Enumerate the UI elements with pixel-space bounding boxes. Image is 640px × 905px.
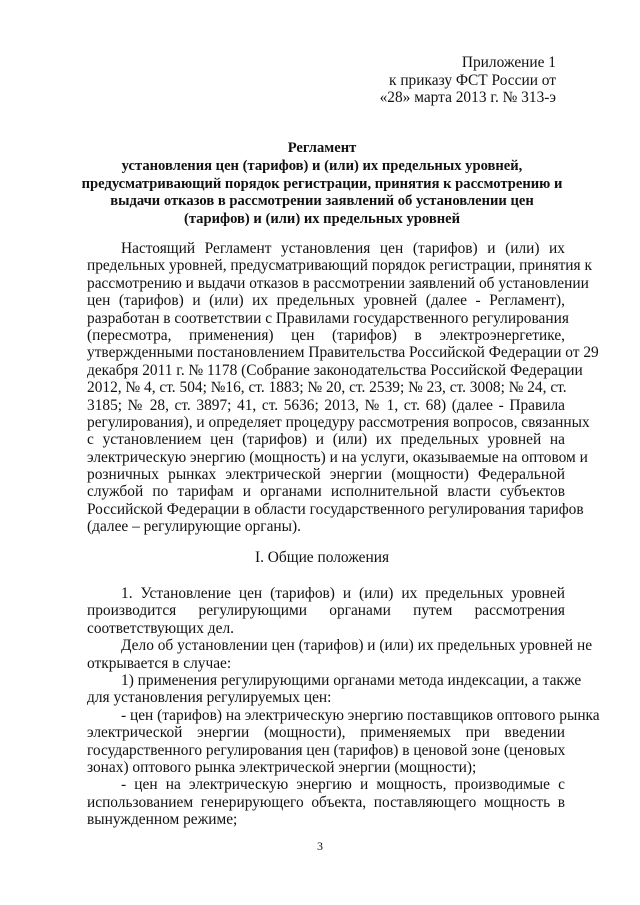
appendix-line: «28» марта 2013 г. № 313-э: [379, 89, 556, 107]
text-line: разработан в соответствии с Правилами государственного регулирования: [87, 309, 569, 327]
text-line: рассмотрению и выдачи отказов в рассмотрении заявлений об установлении: [87, 274, 589, 292]
appendix-line: Приложение 1: [461, 54, 556, 71]
title-line: выдачи отказов в рассмотрении заявлений об установлении цен: [110, 193, 534, 210]
text-line: производится регулирующими органами путем рассмотрения: [87, 602, 565, 620]
text-line: Дело об установлении цен (тарифов) и (или) их предельных уровней не: [121, 637, 593, 655]
text-line: Российской Федерации в области государственного регулирования тарифов: [87, 500, 584, 518]
text-line: зонах) оптового рынка электрической энергии (мощности);: [87, 758, 477, 776]
text-line: 3185; № 28, ст. 3897; 41, ст. 5636; 2013, № 1, ст. 68) (далее - Правила: [87, 396, 565, 414]
text-line: 2012, № 4, ст. 504; №16, ст. 1883; № 20, ст. 2539; № 23, ст. 3008; № 24, ст.: [87, 379, 567, 397]
title-line: предусматривающий порядок регистрации, принятия к рассмотрению и: [81, 175, 563, 192]
text-line: открывается в случае:: [87, 654, 232, 672]
text-line: регулирования), и определяет процедуру рассмотрения вопросов, связанных: [87, 413, 590, 431]
text-line: предельных уровней, предусматривающий порядок регистрации, принятия к: [87, 257, 592, 275]
title-line: установления цен (тарифов) и (или) их предельных уровней,: [121, 157, 523, 174]
text-line: цен (тарифов) и (или) их предельных уровней (далее - Регламент),: [87, 292, 565, 310]
appendix-header: [316, 54, 556, 107]
text-line: электрической энергии (мощности), применяемых при введении: [87, 724, 565, 742]
appendix-line: к приказу ФСТ России от: [389, 71, 556, 89]
text-line: Настоящий Регламент установления цен (тарифов) и (или) их: [121, 240, 565, 257]
intro-paragraph: [87, 240, 599, 536]
text-line: (далее – регулирующие органы).: [87, 518, 301, 536]
text-line: вынужденном режиме;: [87, 811, 238, 829]
text-line: (пересмотра, применения) цен (тарифов) в электроэнергетике,: [87, 326, 565, 344]
text-line: - цен (тарифов) на электрическую энергию поставщиков оптового рынка: [121, 706, 600, 724]
page-number: 3: [317, 839, 323, 853]
title-line: Регламент: [287, 140, 357, 156]
section-heading: I. Общие положения: [254, 549, 390, 566]
document-title: [80, 140, 564, 229]
text-line: государственного регулирования цен (тарифов) в ценовой зоне (ценовых: [87, 741, 566, 759]
text-line: службой по тарифам и органами исполнительной власти субъектов: [87, 483, 565, 501]
text-line: 1. Установление цен (тарифов) и (или) их предельных уровней: [121, 585, 565, 602]
text-line: электрическую энергию (мощность) и на услуги, оказываемые на оптовом и: [87, 448, 588, 466]
title-line: (тарифов) и (или) их предельных уровней: [183, 211, 461, 228]
text-line: декабря 2011 г. № 1178 (Собрание законодательства Российской Федерации: [87, 361, 583, 379]
text-line: использованием генерирующего объекта, поставляющего мощность в: [87, 793, 565, 811]
text-line: соответствующих дел.: [87, 619, 234, 637]
text-line: розничных рынках электрической энергии (мощности) Федеральной: [87, 466, 565, 484]
text-line: утвержденными постановлением Правительства Российской Федерации от 29: [87, 344, 599, 362]
text-line: с установлением цен (тарифов) и (или) их предельных уровней на: [87, 431, 565, 449]
section-body: [87, 585, 600, 829]
text-line: 1) применения регулирующими органами метода индексации, а также: [121, 671, 582, 689]
text-line: - цен на электрическую энергию и мощность, производимые с: [121, 776, 565, 794]
text-line: для установления регулируемых цен:: [87, 689, 332, 707]
